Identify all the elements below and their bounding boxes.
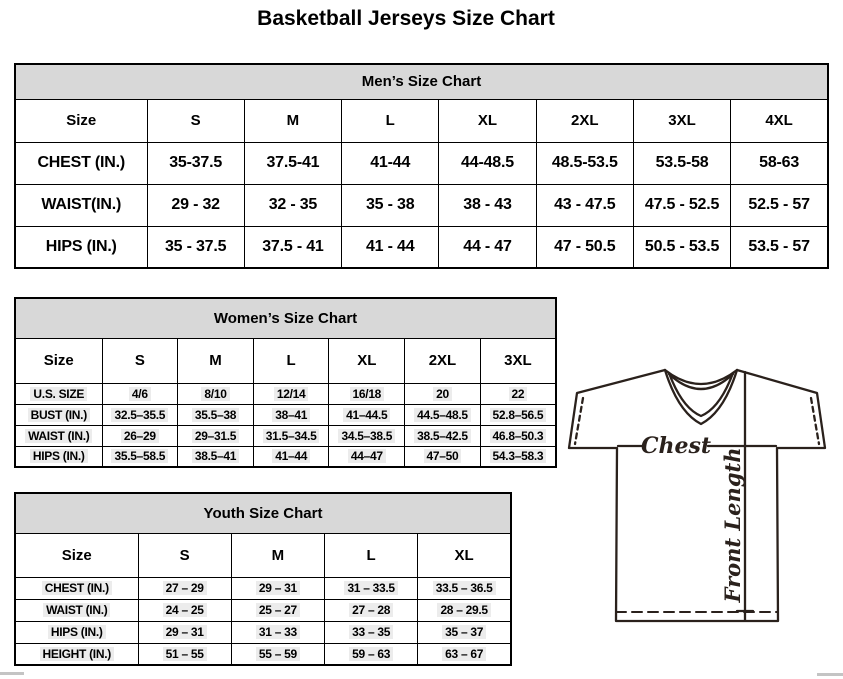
table-cell: 41 - 44 — [342, 226, 439, 268]
table-cell: 41-44 — [342, 142, 439, 184]
table-cell — [405, 383, 481, 404]
table-row — [15, 643, 511, 665]
table-cell — [418, 599, 511, 621]
column-header: 3XL — [480, 338, 556, 383]
womens-size-table — [14, 297, 557, 468]
cell-value: U.S. SIZE — [30, 387, 87, 401]
row-label — [15, 643, 138, 665]
cell-value: 38–41 — [272, 408, 310, 422]
cell-value: 38.5–42.5 — [414, 429, 471, 443]
cropped-ui-fragment — [817, 673, 843, 676]
column-header: 2XL — [405, 338, 481, 383]
front-length-label: Front Length — [720, 447, 745, 603]
table-cell: 47 - 50.5 — [536, 226, 633, 268]
cell-value: 35.5–58.5 — [111, 449, 168, 463]
table-cell: 35-37.5 — [147, 142, 244, 184]
table-caption-row — [15, 298, 556, 338]
cell-value: 63 – 67 — [442, 647, 486, 661]
column-header: XL — [329, 338, 405, 383]
cell-value: 27 – 28 — [349, 603, 393, 617]
cell-value: 46.8–50.3 — [490, 429, 547, 443]
cell-value: 54.3–58.3 — [490, 449, 547, 463]
table-cell — [329, 425, 405, 446]
table-cell: 44-48.5 — [439, 142, 536, 184]
table-cell — [102, 404, 178, 425]
cell-value: 8/10 — [201, 387, 229, 401]
cell-value: 35.5–38 — [192, 408, 239, 422]
row-label — [15, 599, 138, 621]
table-cell — [329, 404, 405, 425]
cell-value: 52.8–56.5 — [490, 408, 547, 422]
cell-value: 29 – 31 — [163, 625, 207, 639]
table-cell: 58-63 — [731, 142, 828, 184]
row-label — [15, 404, 102, 425]
table-row — [15, 599, 511, 621]
table-cell — [405, 404, 481, 425]
table-cell — [231, 621, 324, 643]
table-cell — [325, 621, 418, 643]
table-cell — [325, 599, 418, 621]
row-label — [15, 425, 102, 446]
cell-value: 47–50 — [424, 449, 462, 463]
cell-value: 29–31.5 — [192, 429, 239, 443]
cell-value: 59 – 63 — [349, 647, 393, 661]
table-caption-row — [15, 64, 828, 99]
table-header-row — [15, 338, 556, 383]
table-row — [15, 425, 556, 446]
column-header: 3XL — [633, 99, 730, 142]
row-label — [15, 383, 102, 404]
cell-value: 4/6 — [129, 387, 151, 401]
column-header: 4XL — [731, 99, 828, 142]
row-label: WAIST(IN.) — [15, 184, 147, 226]
cell-value: 55 – 59 — [256, 647, 300, 661]
table-cell — [480, 446, 556, 467]
jersey-outline — [569, 370, 825, 621]
column-header: Size — [15, 338, 102, 383]
table-cell: 38 - 43 — [439, 184, 536, 226]
table-row — [15, 383, 556, 404]
column-header: Size — [15, 533, 138, 577]
column-header: Size — [15, 99, 147, 142]
row-label: CHEST (IN.) — [15, 142, 147, 184]
table-cell: 48.5-53.5 — [536, 142, 633, 184]
table-cell — [102, 425, 178, 446]
table-cell — [253, 404, 329, 425]
table-cell: 35 - 38 — [342, 184, 439, 226]
cell-value: 26–29 — [121, 429, 159, 443]
cell-value: 41–44 — [272, 449, 310, 463]
page-title: Basketball Jerseys Size Chart — [257, 7, 555, 30]
cell-value: 16/18 — [350, 387, 385, 401]
table-cell — [480, 383, 556, 404]
column-header: XL — [439, 99, 536, 142]
table-cell — [325, 643, 418, 665]
column-header: M — [178, 338, 254, 383]
cell-value: BUST (IN.) — [28, 408, 90, 422]
cell-value: WAIST (IN.) — [25, 429, 92, 443]
cell-value: HIPS (IN.) — [48, 625, 106, 639]
cell-value: 24 – 25 — [163, 603, 207, 617]
table-cell: 53.5 - 57 — [731, 226, 828, 268]
cell-value: HIPS (IN.) — [30, 449, 88, 463]
table-cell — [329, 383, 405, 404]
table-cell — [418, 643, 511, 665]
cell-value: 38.5–41 — [192, 449, 239, 463]
table-cell — [231, 599, 324, 621]
table-cell — [253, 425, 329, 446]
table-cell: 43 - 47.5 — [536, 184, 633, 226]
cell-value: 25 – 27 — [256, 603, 300, 617]
cell-value: CHEST (IN.) — [42, 581, 112, 595]
column-header: L — [342, 99, 439, 142]
table-cell — [138, 577, 231, 599]
cell-value: WAIST (IN.) — [43, 603, 110, 617]
cell-value: 35 – 37 — [442, 625, 486, 639]
column-header: S — [102, 338, 178, 383]
table-row — [15, 404, 556, 425]
cell-value: 28 – 29.5 — [437, 603, 490, 617]
column-header: M — [244, 99, 341, 142]
womens-section-title: Women’s Size Chart — [15, 298, 556, 338]
cell-value: 22 — [509, 387, 528, 401]
table-cell — [231, 577, 324, 599]
table-cell — [405, 425, 481, 446]
table-cell: 37.5-41 — [244, 142, 341, 184]
table-cell — [418, 577, 511, 599]
column-header: L — [253, 338, 329, 383]
row-label — [15, 577, 138, 599]
column-header: L — [325, 533, 418, 577]
youth-size-table — [14, 492, 512, 666]
table-cell — [178, 446, 254, 467]
table-cell: 44 - 47 — [439, 226, 536, 268]
table-cell: 29 - 32 — [147, 184, 244, 226]
row-label — [15, 621, 138, 643]
table-header-row — [15, 533, 511, 577]
chest-label: Chest — [640, 433, 712, 459]
cell-value: 31.5–34.5 — [263, 429, 320, 443]
table-cell: 52.5 - 57 — [731, 184, 828, 226]
table-header-row — [15, 99, 828, 142]
cell-value: 12/14 — [274, 387, 309, 401]
cell-value: 34.5–38.5 — [338, 429, 395, 443]
table-row — [15, 446, 556, 467]
column-header: XL — [418, 533, 511, 577]
cell-value: 33 – 35 — [349, 625, 393, 639]
table-cell: 47.5 - 52.5 — [633, 184, 730, 226]
column-header: 2XL — [536, 99, 633, 142]
cropped-ui-fragment — [0, 672, 24, 675]
mens-section-title: Men’s Size Chart — [15, 64, 828, 99]
table-cell — [329, 446, 405, 467]
cell-value: 32.5–35.5 — [111, 408, 168, 422]
collar-band-inner — [669, 374, 733, 389]
table-cell — [253, 383, 329, 404]
table-row — [15, 226, 828, 268]
table-cell — [138, 599, 231, 621]
mens-size-table — [14, 63, 829, 269]
table-cell — [405, 446, 481, 467]
row-label — [15, 446, 102, 467]
table-cell — [178, 404, 254, 425]
cell-value: 27 – 29 — [163, 581, 207, 595]
table-cell: 53.5-58 — [633, 142, 730, 184]
column-header: S — [147, 99, 244, 142]
table-row — [15, 142, 828, 184]
table-cell: 37.5 - 41 — [244, 226, 341, 268]
cell-value: HEIGHT (IN.) — [40, 647, 114, 661]
collar-band — [665, 370, 737, 384]
table-row — [15, 184, 828, 226]
table-cell — [231, 643, 324, 665]
table-cell — [178, 383, 254, 404]
column-header: M — [231, 533, 324, 577]
cell-value: 29 – 31 — [256, 581, 300, 595]
table-cell: 50.5 - 53.5 — [633, 226, 730, 268]
youth-section-title: Youth Size Chart — [15, 493, 511, 533]
table-cell — [102, 383, 178, 404]
table-cell — [178, 425, 254, 446]
table-caption-row — [15, 493, 511, 533]
table-row — [15, 577, 511, 599]
table-cell — [138, 621, 231, 643]
table-cell — [418, 621, 511, 643]
row-label: HIPS (IN.) — [15, 226, 147, 268]
table-cell — [138, 643, 231, 665]
table-cell: 35 - 37.5 — [147, 226, 244, 268]
cell-value: 31 – 33 — [256, 625, 300, 639]
table-cell — [253, 446, 329, 467]
table-cell — [480, 404, 556, 425]
cell-value: 20 — [433, 387, 452, 401]
cell-value: 33.5 – 36.5 — [433, 581, 496, 595]
column-header: S — [138, 533, 231, 577]
cell-value: 44.5–48.5 — [414, 408, 471, 422]
table-cell: 32 - 35 — [244, 184, 341, 226]
jersey-measurement-diagram — [556, 360, 840, 630]
cell-value: 44–47 — [348, 449, 386, 463]
table-cell — [480, 425, 556, 446]
cell-value: 41–44.5 — [343, 408, 390, 422]
cell-value: 31 – 33.5 — [344, 581, 397, 595]
cell-value: 51 – 55 — [163, 647, 207, 661]
table-row — [15, 621, 511, 643]
table-cell — [325, 577, 418, 599]
table-cell — [102, 446, 178, 467]
